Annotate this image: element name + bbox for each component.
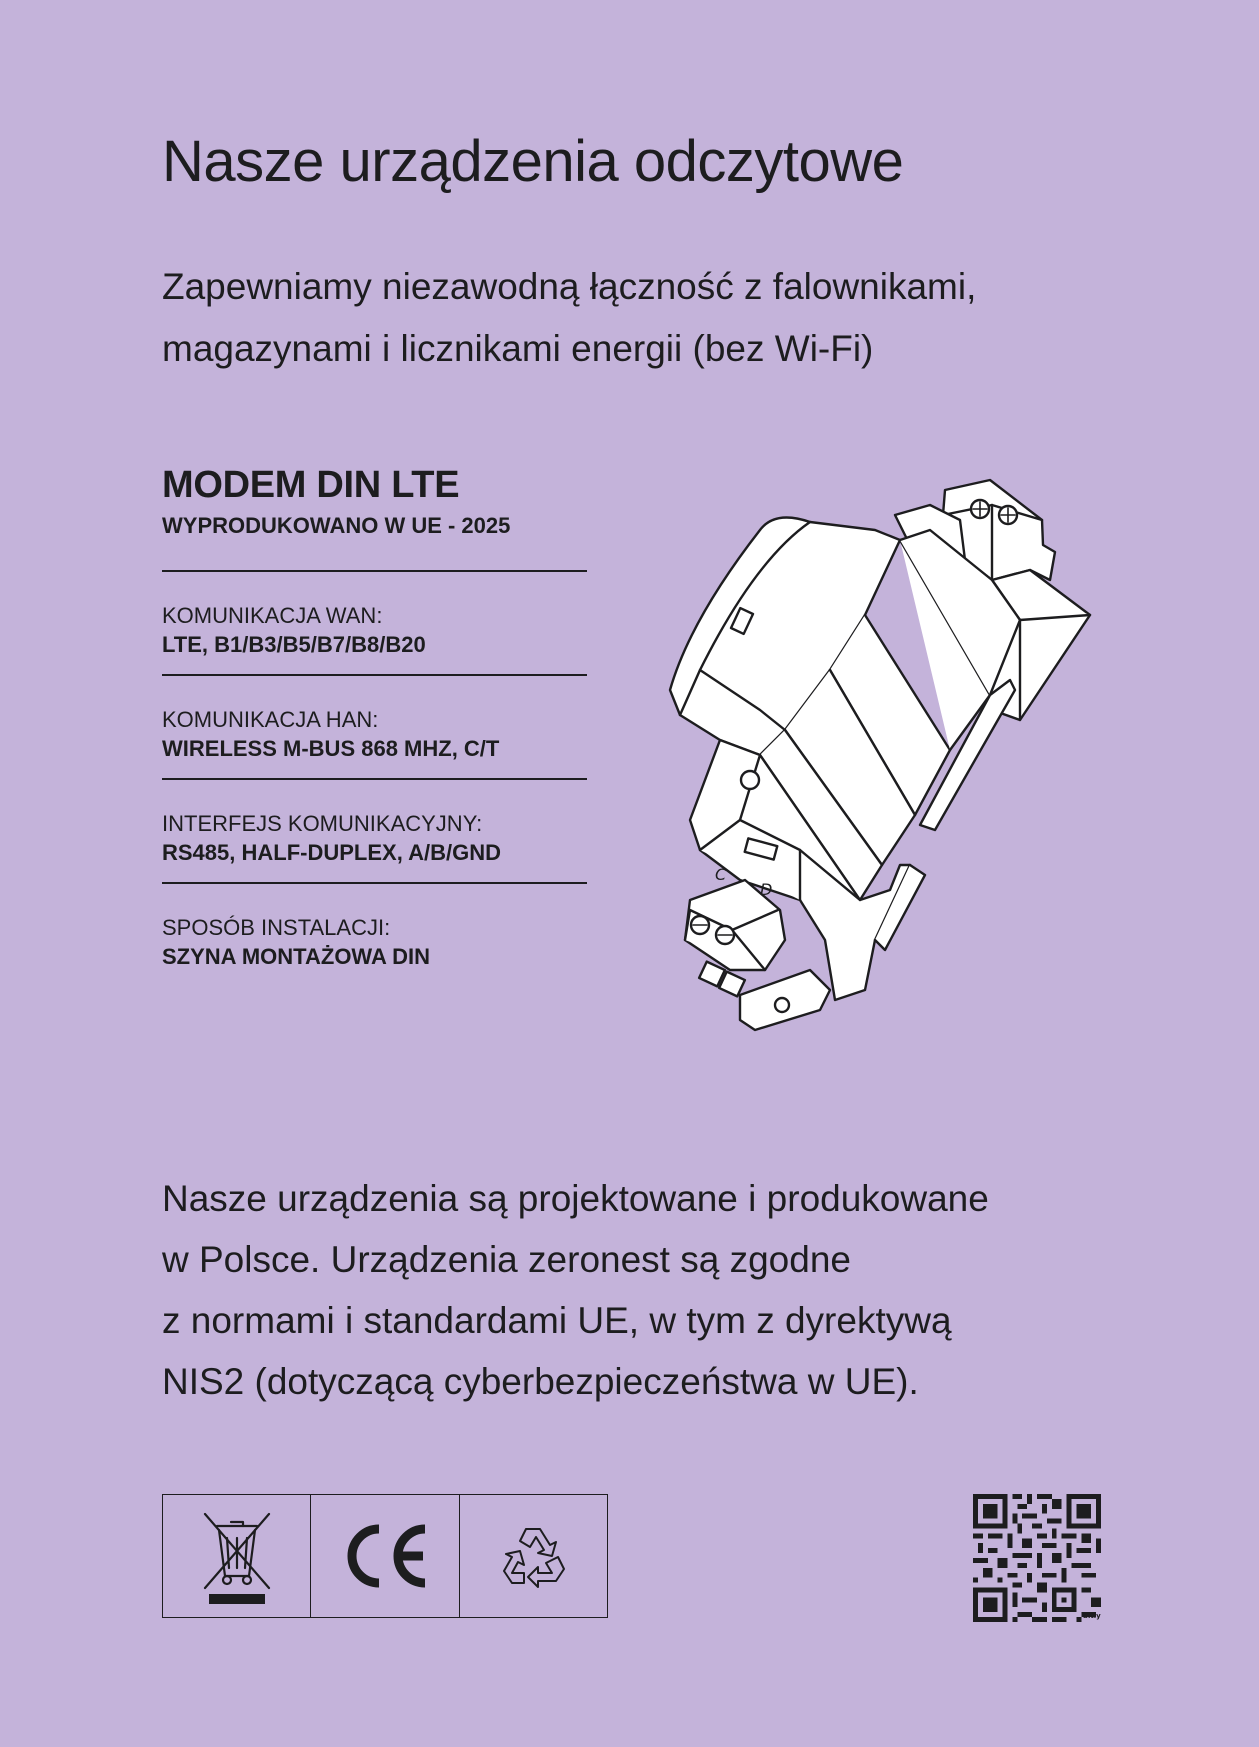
spec-item-installation: [162, 884, 587, 986]
recycle-icon: [498, 1523, 568, 1589]
ce-mark-icon: [339, 1521, 431, 1591]
page-title: Nasze urządzenia odczytowe: [162, 129, 904, 194]
compliance-text: [162, 1168, 989, 1412]
compliance-line: Nasze urządzenia są projektowane i produkowane: [162, 1178, 989, 1219]
qr-code-icon[interactable]: [972, 1494, 1102, 1622]
din-rail-modem-illustration: [660, 470, 1100, 1090]
device-label-d: D: [760, 880, 773, 899]
qr-caption: bitly: [1083, 1612, 1101, 1620]
spec-item-interface: [162, 780, 587, 882]
spec-item-han: [162, 676, 587, 778]
compliance-line: NIS2 (dotyczącą cyberbezpieczeństwa w UE).: [162, 1361, 919, 1402]
spec-label: SPOSÓB INSTALACJI:: [162, 915, 391, 940]
spec-value: LTE, B1/B3/B5/B7/B8/B20: [162, 632, 426, 657]
spec-value: SZYNA MONTAŻOWA DIN: [162, 944, 431, 969]
intro-line: Zapewniamy niezawodną łączność z falownikami,: [162, 266, 977, 307]
ce-mark: [311, 1495, 459, 1617]
weee-crossed-bin-icon: [197, 1506, 277, 1606]
spec-panel: [162, 462, 587, 986]
spec-label: KOMUNIKACJA WAN:: [162, 603, 383, 628]
weee-mark: [163, 1495, 311, 1617]
intro-line: magazynami i licznikami energii (bez Wi-Fi): [162, 328, 874, 369]
product-origin: WYPRODUKOWANO W UE - 2025: [162, 513, 511, 538]
spec-item-wan: [162, 572, 587, 674]
recycle-mark: [460, 1495, 607, 1617]
spec-value: RS485, HALF-DUPLEX, A/B/GND: [162, 840, 502, 865]
device-label-c: C: [715, 865, 727, 884]
certification-marks: [162, 1494, 608, 1618]
intro-text: [162, 256, 976, 380]
spec-label: INTERFEJS KOMUNIKACYJNY:: [162, 811, 483, 836]
spec-value: WIRELESS M-BUS 868 MHZ, C/T: [162, 736, 500, 761]
spec-label: KOMUNIKACJA HAN:: [162, 707, 379, 732]
compliance-line: w Polsce. Urządzenia zeronest są zgodne: [162, 1239, 851, 1280]
compliance-line: z normami i standardami UE, w tym z dyrektywą: [162, 1300, 952, 1341]
product-name: MODEM DIN LTE: [162, 464, 460, 506]
